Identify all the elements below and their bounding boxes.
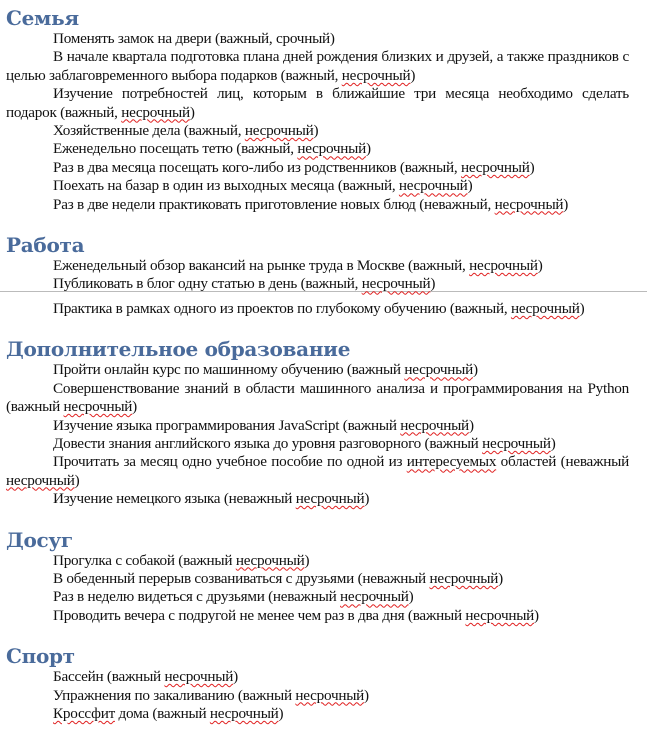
task-item[interactable]: В начале квартала подготовка плана дней рождения близких и друзей, а также праздников с целью заблаговременного выбора подарков (важный, несрочный) — [6, 48, 629, 84]
spellcheck-underline: несрочный — [297, 140, 367, 158]
spellcheck-underline: несрочный — [429, 569, 499, 587]
section — [6, 233, 629, 318]
spellcheck-underline: интересуемых — [406, 453, 497, 471]
task-item[interactable]: Проводить вечера с подругой не менее чем раз в два дня (важный несрочный) — [53, 606, 539, 624]
section — [6, 6, 629, 214]
spellcheck-underline: несрочный — [460, 158, 530, 176]
section-heading: Семья — [6, 6, 79, 30]
task-item[interactable]: Раз в два месяца посещать кого-либо из родственников (важный, несрочный) — [53, 158, 535, 176]
task-item[interactable]: Раз в две недели практиковать приготовление новых блюд (неважный, несрочный) — [53, 195, 569, 213]
spellcheck-underline: несрочный — [244, 122, 314, 140]
task-item[interactable]: Прочитать за месяц одно учебное пособие по одной из интересуемых областей (неважный несрочный) — [6, 453, 629, 489]
spellcheck-underline: несрочный — [121, 103, 190, 121]
task-item[interactable]: Прогулка с собакой (важный несрочный) — [53, 551, 310, 569]
spellcheck-underline: несрочный — [494, 195, 564, 213]
spellcheck-underline: несрочный — [340, 588, 409, 606]
section — [6, 528, 629, 626]
spellcheck-underline: несрочный — [361, 275, 431, 293]
spellcheck-underline: несрочный — [482, 434, 551, 452]
spellcheck-underline: несрочный — [510, 299, 580, 317]
spellcheck-underline: несрочный — [398, 177, 468, 195]
spellcheck-underline: несрочный — [164, 668, 234, 686]
spellcheck-underline: Кроссфит — [53, 704, 115, 722]
spellcheck-underline: несрочный — [235, 551, 305, 569]
section-heading: Дополнительное образование — [6, 337, 351, 362]
task-item[interactable]: В обеденный перерыв созваниваться с друзьями (неважный несрочный) — [53, 569, 503, 587]
task-item[interactable]: Изучение языка программирования JavaScript (важный несрочный) — [53, 416, 474, 434]
task-item[interactable]: Еженедельный обзор вакансий на рынке труда в Москве (важный, несрочный) — [53, 257, 543, 275]
spellcheck-underline: несрочный — [295, 686, 365, 704]
spellcheck-underline: несрочный — [209, 704, 279, 722]
task-item[interactable]: Пройти онлайн курс по машинному обучению (важный несрочный) — [53, 361, 478, 379]
task-item[interactable]: Раз в неделю видеться с друзьями (неважный несрочный) — [53, 588, 414, 606]
task-item[interactable]: Бассейн (важный несрочный) — [53, 668, 238, 686]
task-item[interactable]: Поменять замок на двери (важный, срочный) — [53, 30, 335, 47]
document-body[interactable] — [6, 6, 629, 742]
spellcheck-underline: несрочный — [465, 606, 535, 624]
task-item[interactable]: Публиковать в блог одну статью в день (важный, несрочный) — [53, 275, 436, 293]
task-item[interactable]: Изучение потребностей лиц, которым в ближайшие три месяца необходимо сделать подарок (важный, несрочный) — [6, 85, 629, 121]
spellcheck-underline: несрочный — [63, 398, 133, 416]
section-heading: Работа — [6, 233, 85, 258]
task-item[interactable]: Практика в рамках одного из проектов по глубокому обучению (важный, несрочный) — [53, 299, 585, 317]
spellcheck-underline: несрочный — [295, 490, 365, 508]
section — [6, 644, 629, 723]
spellcheck-underline: несрочный — [404, 361, 473, 379]
task-item[interactable]: Поехать на базар в один из выходных месяца (важный, несрочный) — [53, 177, 473, 195]
task-item[interactable]: Довести знания английского языка до уровня разговорного (важный несрочный) — [53, 434, 556, 452]
task-item[interactable]: Еженедельно посещать тетю (важный, несрочный) — [53, 140, 371, 158]
task-item[interactable]: Изучение немецкого языка (неважный несрочный) — [53, 490, 370, 508]
task-item[interactable]: Кроссфит дома (важный несрочный) — [53, 704, 284, 722]
task-item[interactable]: Упражнения по закаливанию (важный несрочный) — [53, 686, 369, 704]
spellcheck-underline: несрочный — [400, 416, 469, 434]
task-item[interactable]: Хозяйственные дела (важный, несрочный) — [53, 122, 319, 140]
section — [6, 337, 629, 508]
section-heading: Спорт — [6, 644, 75, 669]
spellcheck-underline: несрочный — [6, 471, 75, 489]
spellcheck-underline: несрочный — [341, 66, 411, 84]
task-item[interactable]: Совершенствование знаний в области машинного анализа и программирования на Python (важный несрочный) — [6, 379, 629, 416]
spellcheck-underline: несрочный — [469, 257, 538, 275]
section-heading: Досуг — [6, 527, 73, 552]
